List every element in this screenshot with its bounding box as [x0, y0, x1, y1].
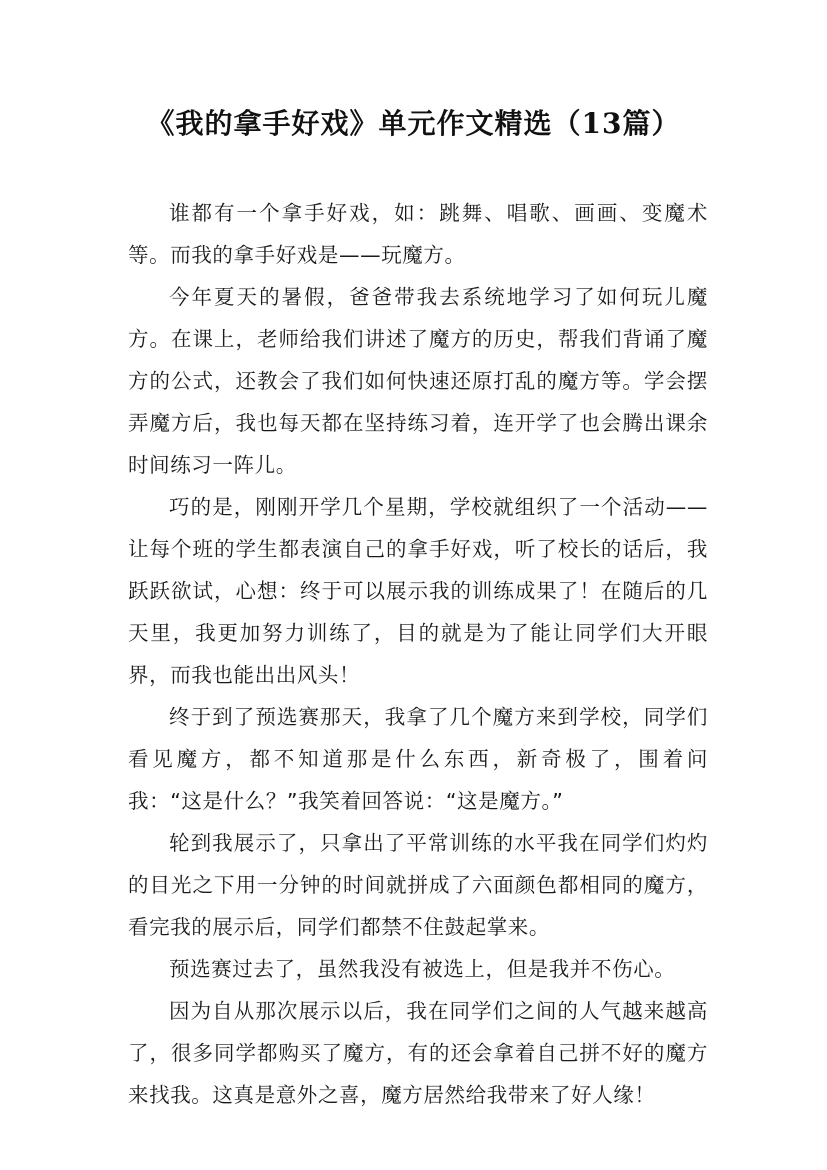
paragraph-5: 轮到我展示了，只拿出了平常训练的水平我在同学们灼灼的目光之下用一分钟的时间就拼成了六面颜色都相同的魔方，看完我的展示后，同学们都禁不住鼓起掌来。	[128, 831, 708, 939]
document-title: 《我的拿手好戏》单元作文精选（13篇）	[146, 107, 681, 140]
paragraph-1: 谁都有一个拿手好戏，如：跳舞、唱歌、画画、变魔术等。而我的拿手好戏是——玩魔方。	[128, 201, 708, 267]
paragraph-4: 终于到了预选赛那天，我拿了几个魔方来到学校，同学们看见魔方，都不知道那是什么东西，新奇极了，围着问我：“这是什么？”我笑着回答说：“这是魔方。”	[128, 705, 708, 813]
paragraph-7: 因为自从那次展示以后，我在同学们之间的人气越来越高了，很多同学都购买了魔方，有的还会拿着自己拼不好的魔方来找我。这真是意外之喜，魔方居然给我带来了好人缘！	[128, 999, 708, 1107]
paragraph-2: 今年夏天的暑假，爸爸带我去系统地学习了如何玩儿魔方。在课上，老师给我们讲述了魔方的历史，帮我们背诵了魔方的公式，还教会了我们如何快速还原打乱的魔方等。学会摆弄魔方后，我也每天都在坚持练习着，连开学了也会腾出课余时间练习一阵儿。	[128, 285, 708, 477]
paragraph-3: 巧的是，刚刚开学几个星期，学校就组织了一个活动——让每个班的学生都表演自己的拿手好戏，听了校长的话后，我跃跃欲试，心想：终于可以展示我的训练成果了！在随后的几天里，我更加努力训练了，目的就是为了能让同学们大开眼界，而我也能出出风头！	[128, 495, 708, 687]
document-body	[128, 192, 708, 1116]
paragraph-6: 预选赛过去了，虽然我没有被选上，但是我并不伤心。	[169, 957, 676, 981]
